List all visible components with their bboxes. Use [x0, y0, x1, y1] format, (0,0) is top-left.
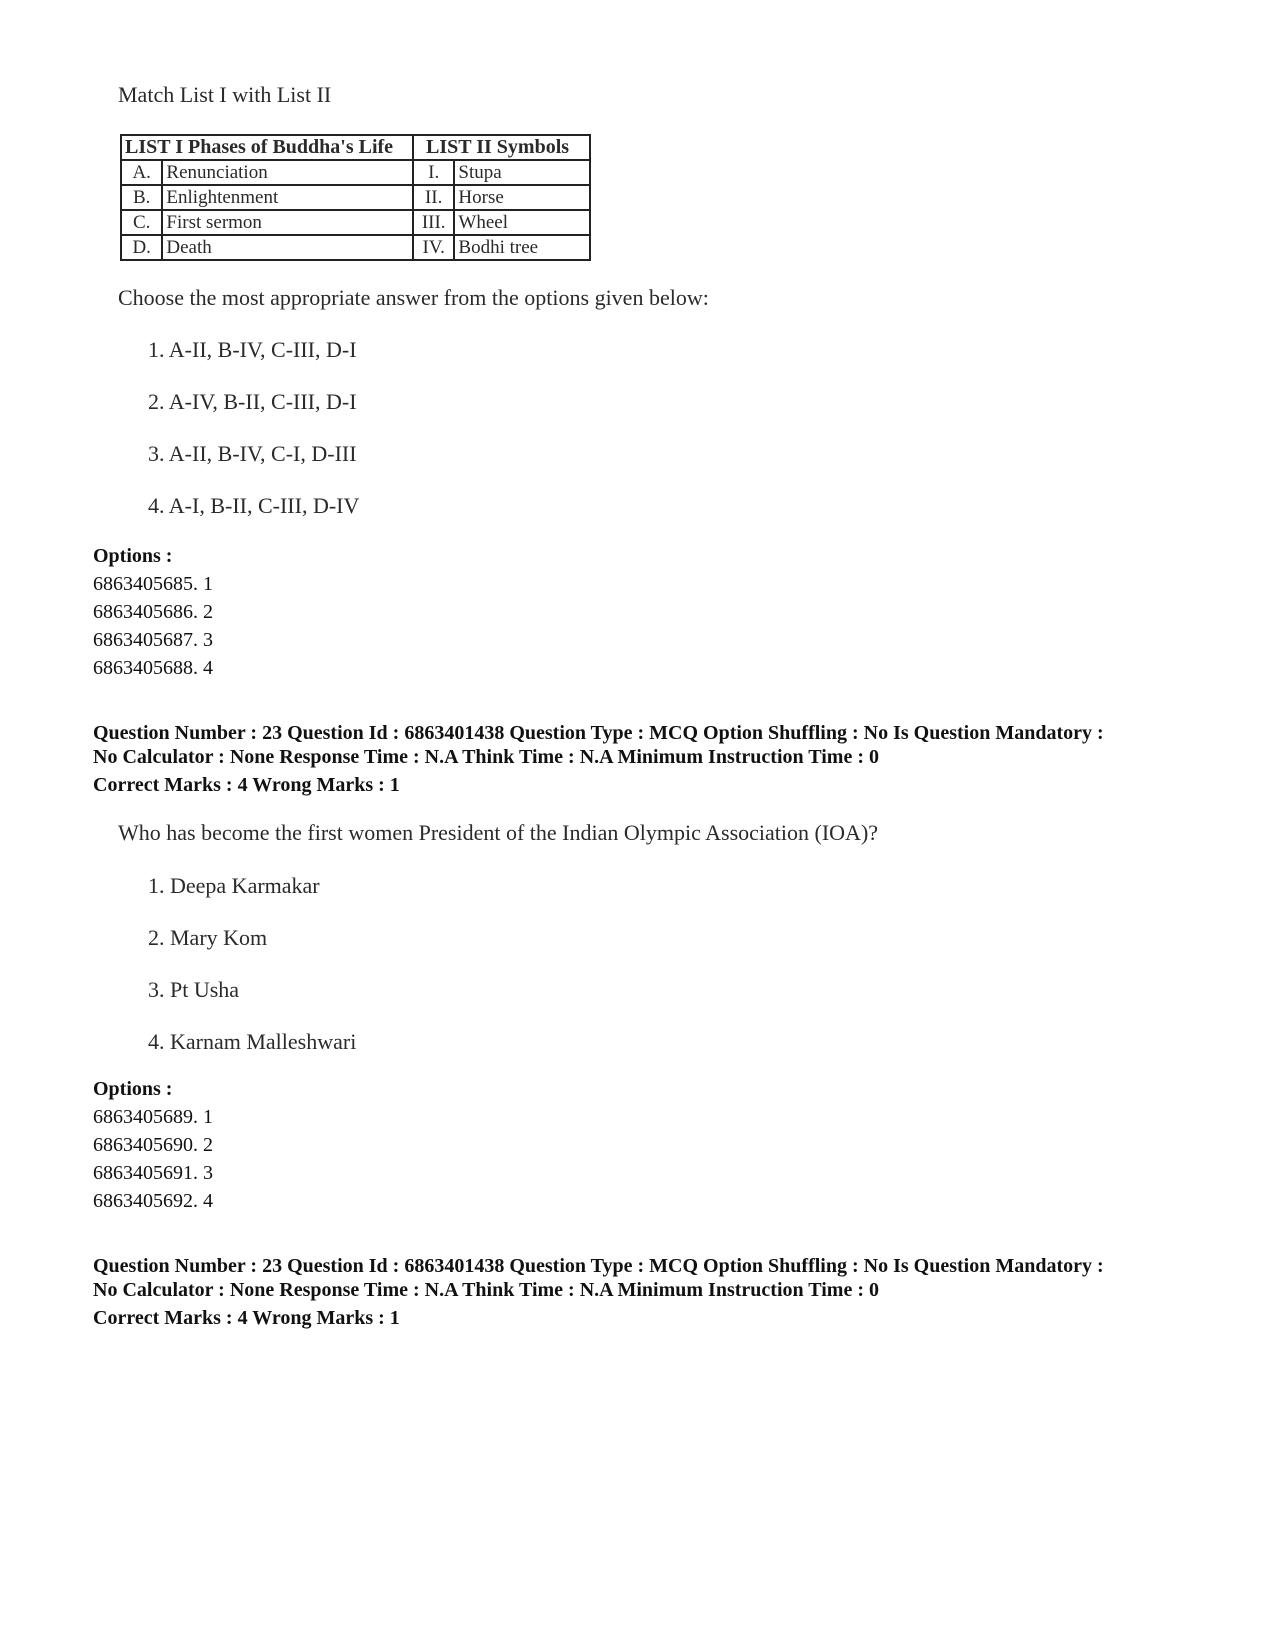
answer-choice: 1. Deepa Karmakar — [148, 873, 320, 898]
list1-item: Renunciation — [162, 160, 413, 185]
list1-item: First sermon — [162, 210, 413, 235]
match-table — [120, 134, 591, 261]
table-row — [121, 160, 590, 185]
answer-choice: 3. A-II, B-IV, C-I, D-III — [148, 441, 357, 466]
meta-line: Question Number : 23 Question Id : 6863401438 Question Type : MCQ Option Shuffling : No Is Question Mandatory : — [93, 1255, 1104, 1277]
question-prompt: Choose the most appropriate answer from the options given below: — [118, 285, 709, 310]
list2-item: Wheel — [454, 210, 590, 235]
list2-item: Stupa — [454, 160, 590, 185]
option-code: 6863405692. 4 — [93, 1190, 213, 1212]
option-code: 6863405687. 3 — [93, 629, 213, 651]
question-text: Who has become the first women President of the Indian Olympic Association (IOA)? — [118, 820, 879, 845]
question-meta — [93, 721, 1213, 797]
question-meta — [93, 1254, 1213, 1330]
list2-header: LIST II Symbols — [413, 135, 590, 160]
meta-line: Correct Marks : 4 Wrong Marks : 1 — [93, 1307, 400, 1329]
answer-choice: 1. A-II, B-IV, C-III, D-I — [148, 337, 357, 362]
options-label: Options : — [93, 1078, 173, 1100]
option-code: 6863405689. 1 — [93, 1106, 213, 1128]
list1-index: A. — [121, 160, 162, 185]
option-code: 6863405685. 1 — [93, 573, 213, 595]
list2-item: Horse — [454, 185, 590, 210]
option-code: 6863405686. 2 — [93, 601, 213, 623]
meta-line: No Calculator : None Response Time : N.A Think Time : N.A Minimum Instruction Time : 0 — [93, 1279, 879, 1301]
meta-line: No Calculator : None Response Time : N.A Think Time : N.A Minimum Instruction Time : 0 — [93, 746, 879, 768]
list1-index: B. — [121, 185, 162, 210]
list1-index: C. — [121, 210, 162, 235]
list2-index: III. — [413, 210, 454, 235]
list2-index: II. — [413, 185, 454, 210]
table-row — [121, 185, 590, 210]
answer-choice: 2. A-IV, B-II, C-III, D-I — [148, 389, 357, 414]
list1-header: LIST I Phases of Buddha's Life — [121, 135, 413, 160]
answer-choice: 4. Karnam Malleshwari — [148, 1029, 357, 1054]
option-code: 6863405690. 2 — [93, 1134, 213, 1156]
list1-item: Death — [162, 235, 413, 260]
answer-choice: 3. Pt Usha — [148, 977, 240, 1002]
match-table-header — [121, 135, 590, 160]
meta-line: Correct Marks : 4 Wrong Marks : 1 — [93, 774, 400, 796]
table-row — [121, 210, 590, 235]
match-title: Match List I with List II — [118, 82, 332, 107]
answer-choice: 2. Mary Kom — [148, 925, 268, 950]
option-code: 6863405691. 3 — [93, 1162, 213, 1184]
list2-index: I. — [413, 160, 454, 185]
list2-item: Bodhi tree — [454, 235, 590, 260]
list1-index: D. — [121, 235, 162, 260]
answer-choice: 4. A-I, B-II, C-III, D-IV — [148, 493, 360, 518]
list2-index: IV. — [413, 235, 454, 260]
option-code: 6863405688. 4 — [93, 657, 213, 679]
table-row — [121, 235, 590, 260]
list1-item: Enlightenment — [162, 185, 413, 210]
options-label: Options : — [93, 545, 173, 567]
meta-line: Question Number : 23 Question Id : 6863401438 Question Type : MCQ Option Shuffling : No Is Question Mandatory : — [93, 722, 1104, 744]
